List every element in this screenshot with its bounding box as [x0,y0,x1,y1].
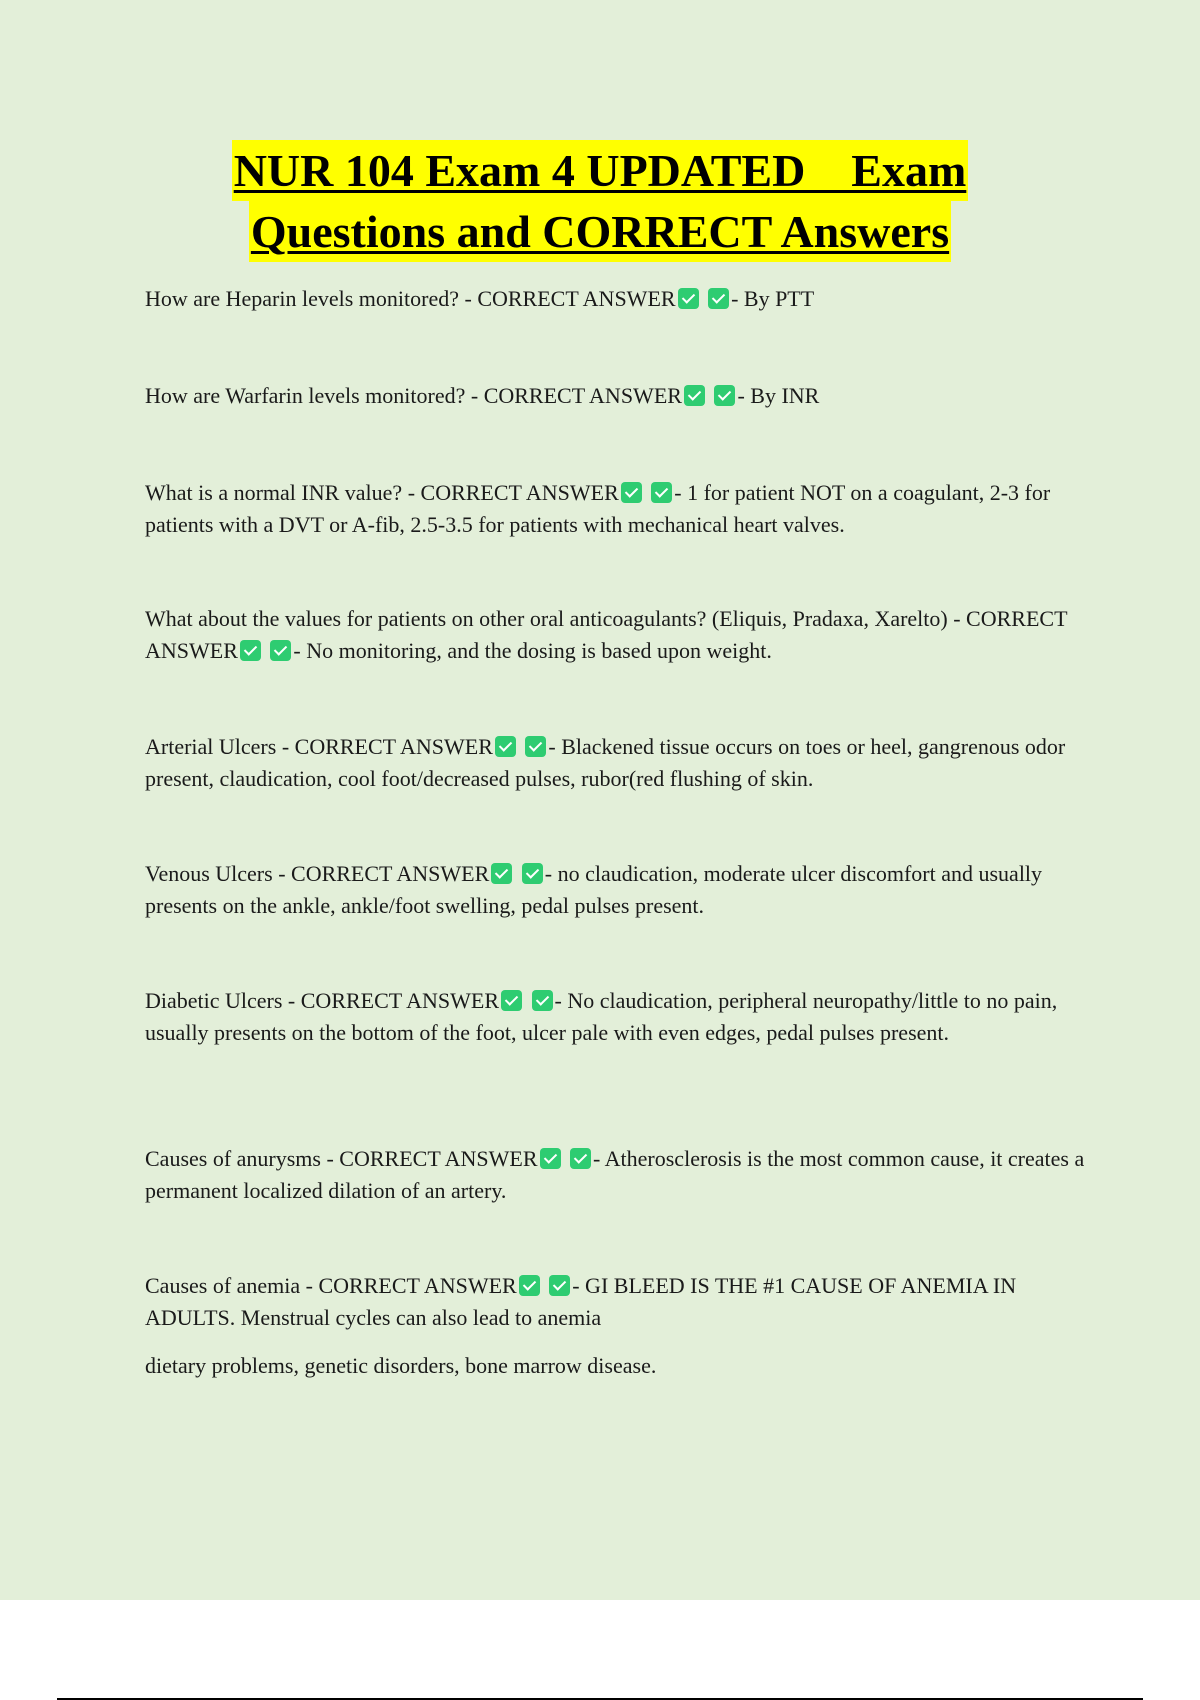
answer-text: - By INR [737,383,820,408]
question-text: Arterial Ulcers - CORRECT ANSWER [145,734,493,759]
question-text: What is a normal INR value? - CORRECT ANSWER [145,480,619,505]
check-box-icon [522,863,543,884]
document-title [0,140,1200,262]
qa-item [145,477,1085,541]
answer-text: - no claudication, moderate ulcer discomfort and usually presents on the ankle, ankle/foot swelling, pedal pulses present. [145,861,1043,918]
qa-item [145,858,1085,922]
question-text: Causes of anemia - CORRECT ANSWER [145,1273,517,1298]
check-box-icon [621,482,642,503]
check-box-icon [651,482,672,503]
qa-item [145,603,1085,667]
answer-text: - No monitoring, and the dosing is based upon weight. [293,638,772,663]
answer-text: - Atherosclerosis is the most common cause, it creates a permanent localized dilation of an artery. [145,1146,1085,1203]
check-box-icon [270,640,291,661]
check-box-icon [684,385,705,406]
qa-item [145,1270,1085,1334]
check-box-icon [570,1148,591,1169]
answer-text: - No claudication, peripheral neuropathy/little to no pain, usually presents on the bottom of the foot, ulcer pale with even edges, pedal pulses present. [145,988,1058,1045]
question-text: What about the values for patients on other oral anticoagulants? (Eliquis, Pradaxa, Xarelto) - CORRECT ANSWER [145,606,1068,663]
qa-item [145,731,1085,795]
answer-text: - By PTT [731,286,815,311]
check-box-icon [714,385,735,406]
question-text: Causes of anurysms - CORRECT ANSWER [145,1146,538,1171]
qa-item [145,1143,1085,1207]
check-box-icon [525,736,546,757]
check-box-icon [495,736,516,757]
question-text: Diabetic Ulcers - CORRECT ANSWER [145,988,499,1013]
qa-item [145,283,1085,315]
check-box-icon [519,1275,540,1296]
check-box-icon [678,288,699,309]
question-text: How are Heparin levels monitored? - CORRECT ANSWER [145,286,676,311]
title-line-2: Questions and CORRECT Answers [249,201,951,262]
answer-text: - Blackened tissue occurs on toes or heel, gangrenous odor present, claudication, cool foot/decreased pulses, rubor(red flushing of skin. [145,734,1066,791]
answer-text: - GI BLEED IS THE #1 CAUSE OF ANEMIA IN ADULTS. Menstrual cycles can also lead to anemia [145,1273,1017,1330]
answer-text: - 1 for patient NOT on a coagulant, 2-3 for patients with a DVT or A-fib, 2.5-3.5 for patients with mechanical heart valves. [145,480,1051,537]
check-box-icon [491,863,512,884]
check-box-icon [501,990,522,1011]
qa-item [145,380,1085,412]
check-box-icon [540,1148,561,1169]
extra-line: dietary problems, genetic disorders, bone marrow disease. [145,1353,657,1378]
question-text: Venous Ulcers - CORRECT ANSWER [145,861,490,886]
title-line-1: NUR 104 Exam 4 UPDATED Exam [232,140,969,201]
check-box-icon [240,640,261,661]
check-box-icon [532,990,553,1011]
qa-item [145,985,1085,1049]
check-box-icon [549,1275,570,1296]
check-box-icon [708,288,729,309]
question-text: How are Warfarin levels monitored? - CORRECT ANSWER [145,383,682,408]
